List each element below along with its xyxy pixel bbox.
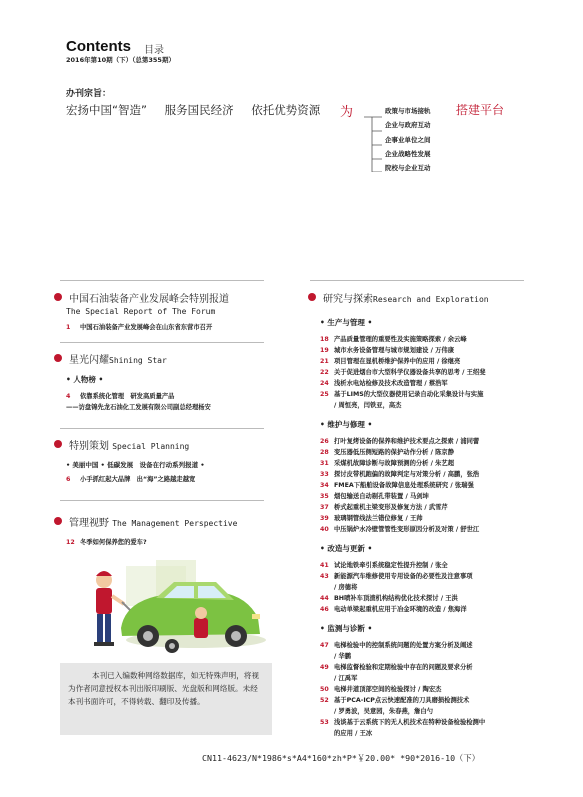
page-number: 39	[320, 515, 329, 522]
contents-title-cn: 目录	[144, 45, 164, 56]
toc-group	[308, 640, 538, 739]
page-number	[320, 582, 334, 593]
page-number: 22	[320, 369, 329, 376]
section-research	[308, 290, 538, 739]
bullet-dot-icon	[308, 293, 316, 301]
toc-entry[interactable]	[320, 571, 538, 582]
tenet-item: 院校与企业互动	[385, 164, 431, 173]
divider	[310, 280, 524, 281]
entry-title: 电梯监督检验和定期检验中存在的问题及要求分析	[334, 664, 473, 671]
page-number	[320, 651, 334, 662]
page-number	[320, 706, 334, 717]
entry-title: 浅谈基于云系统下的无人机技术在特种设备检验检测中	[334, 719, 486, 726]
page-number: 33	[320, 471, 329, 478]
toc-entry[interactable]	[66, 474, 269, 485]
toc-group	[308, 436, 538, 535]
catalog-code: CN11-4623/N*1986*s*A4*160*zh*P*￥20.00* *90*2016-10（下）	[202, 753, 480, 763]
toc-entry-cont	[320, 673, 538, 684]
section-title: 中国石油装备产业发展峰会特别报道	[69, 294, 229, 305]
tenet-item: 企事业单位之间	[385, 135, 431, 144]
toc-entry-cont	[320, 651, 538, 662]
toc-entry[interactable]	[320, 480, 538, 491]
section-title-en: The Management Perspective	[112, 519, 238, 528]
entry-title: 城市水务设备管理与城市规划建设 / 万伟康	[334, 347, 455, 354]
toc-entry[interactable]	[66, 537, 269, 548]
toc-entry[interactable]	[320, 560, 538, 571]
section-heading	[54, 437, 269, 452]
entry-title: 依靠系统化管理 研发高质量产品	[80, 393, 175, 400]
bullet-dot-icon	[54, 517, 62, 525]
page-number	[320, 673, 334, 684]
entry-title: 小手抓红起大品牌 出“海”之路越走越宽	[80, 476, 196, 483]
tenet-item: 政策与市场接轨	[385, 107, 431, 115]
toc-entry-cont	[320, 582, 538, 593]
section-heading	[308, 290, 538, 305]
toc-entry[interactable]	[320, 367, 538, 378]
page-number: 49	[320, 664, 329, 671]
page-number: 21	[320, 358, 329, 365]
toc-group	[308, 334, 538, 411]
toc-entry[interactable]	[320, 695, 538, 706]
page-number: 47	[320, 642, 329, 649]
section-special-planning	[54, 437, 269, 485]
toc-entry[interactable]	[66, 322, 269, 333]
page-number: 26	[320, 438, 329, 445]
section-title: 管理视野	[69, 518, 109, 529]
page-number: 53	[320, 719, 329, 726]
tenet-item: 企业与政府互动	[385, 121, 431, 130]
page-number: 41	[320, 562, 329, 569]
page-number: 46	[320, 606, 329, 613]
page-number	[320, 400, 334, 411]
toc-entry[interactable]	[320, 593, 538, 604]
entry-title: 玻璃钢管线法兰错位修复 / 王帅	[334, 515, 423, 522]
subsection-label: • 人物榜 •	[66, 375, 104, 384]
page-number: 37	[320, 504, 329, 511]
toc-entry-cont	[320, 400, 538, 411]
section-management	[54, 514, 269, 548]
toc-entry[interactable]	[320, 640, 538, 651]
section-title-en: The Special Report of The Forum	[66, 307, 216, 316]
slogan	[66, 102, 334, 118]
entry-title: / 罗勇波，吴意园，朱春燕，詹白勺	[334, 708, 433, 715]
slogan-part: 宏扬中国“智造”	[66, 103, 147, 117]
subsection-label: • 监测与诊断 •	[320, 624, 373, 633]
entry-title: 的应用 / 王冰	[334, 730, 373, 737]
entry-title: / 周恒亮，闫铁亚，高杰	[334, 402, 402, 409]
bracket-connector	[364, 112, 382, 172]
page-number: 1	[66, 324, 71, 331]
section-title: 星光闪耀	[69, 355, 109, 366]
entry-note-text: ——访盘锦先龙石油化工发展有限公司副总经理杨安	[66, 404, 211, 411]
entry-title: 打叶复烤设备的保养和维护技术要点之探索 / 浦同蕾	[334, 438, 480, 445]
entry-title: 关于促进烟台市大型科学仪器设备共享的思考 / 王绍斐	[334, 369, 486, 376]
toc-entry[interactable]	[320, 604, 538, 615]
page-number: 52	[320, 697, 329, 704]
subsection-label: • 生产与管理 •	[320, 318, 373, 327]
page-number: 34	[320, 482, 329, 489]
entry-title: 基于LIMS的大型仪器使用记录自动化采集设计与实施	[334, 391, 484, 398]
section-title-en: Shining Star	[109, 356, 167, 365]
page-number: 4	[66, 393, 71, 400]
toc-entry[interactable]	[320, 378, 538, 389]
toc-entry[interactable]	[320, 662, 538, 673]
bullet-dot-icon	[54, 293, 62, 301]
toc-entry[interactable]	[320, 684, 538, 695]
entry-title: / 华鹏	[334, 653, 352, 660]
page-number: 28	[320, 449, 329, 456]
entry-title: 采煤机故障诊断与故障预测的分析 / 朱艺超	[334, 460, 455, 467]
toc-entry[interactable]	[320, 717, 538, 728]
page-number: 31	[320, 460, 329, 467]
slogan-part: 依托优势资源	[251, 103, 321, 117]
page-number: 44	[320, 595, 329, 602]
tenet-items	[385, 104, 431, 175]
page-number: 43	[320, 573, 329, 580]
bullet-dot-icon	[54, 354, 62, 362]
section-shining-star	[54, 351, 269, 413]
slogan-wei: 为	[340, 105, 354, 120]
section-heading	[54, 514, 269, 529]
toc-entry[interactable]	[320, 345, 538, 356]
car-maintenance-illustration-icon	[76, 558, 272, 658]
entry-title: / 江禹军	[334, 675, 358, 682]
entry-title: 基于PCA-ICP点云快速配准的刀具磨损检测技术	[334, 697, 470, 704]
toc-entry[interactable]	[320, 389, 538, 400]
bullet-dot-icon	[54, 440, 62, 448]
contents-title: Contents	[66, 38, 131, 55]
toc-entry[interactable]	[320, 458, 538, 469]
page-number	[320, 728, 334, 739]
entry-title: 冬季如何保养您的爱车?	[80, 539, 147, 546]
slogan-part: 服务国民经济	[164, 103, 234, 117]
toc-entry[interactable]	[320, 524, 538, 535]
section-special-report	[54, 290, 269, 333]
entry-title: 电动单梁起重机应用于冶金环境的改造 / 焦海洋	[334, 606, 467, 613]
entry-title: / 房德将	[334, 584, 358, 591]
page-number: 25	[320, 391, 329, 398]
page-number: 19	[320, 347, 329, 354]
toc-entry[interactable]	[320, 491, 538, 502]
section-heading	[54, 290, 269, 305]
tenet-item: 企业战略性发展	[385, 149, 431, 158]
divider	[60, 500, 264, 501]
subsection-label: • 维护与修理 •	[320, 420, 373, 429]
toc-entry[interactable]	[66, 391, 269, 402]
divider	[60, 280, 264, 281]
toc-entry[interactable]	[320, 469, 538, 480]
toc-entry-cont	[320, 706, 538, 717]
entry-title: 变压器低压侧短路的保护动作分析 / 陈京静	[334, 449, 455, 456]
tenet-label: 办刊宗旨：	[66, 89, 112, 99]
page-number: 6	[66, 476, 71, 483]
entry-title: 电梯井道顶部空间的检验探讨 / 陶宏杰	[334, 686, 442, 693]
section-title-en: Research and Exploration	[373, 295, 489, 304]
entry-title: 浅析水电站检修及技术改造管理 / 蔡浩军	[334, 380, 448, 387]
section-title: 特别策划	[69, 441, 109, 452]
toc-entry[interactable]	[320, 334, 538, 345]
toc-entry[interactable]	[320, 513, 538, 524]
toc-group	[308, 560, 538, 615]
page-number: 12	[66, 539, 75, 546]
toc-entry-cont	[320, 728, 538, 739]
entry-title: 中国石油装备产业发展峰会在山东省东营市召开	[80, 324, 213, 331]
entry-title: 中压锅炉水冷壁管管性变形原因分析及对策 / 舒世江	[334, 526, 480, 533]
subsection-label: • 美丽中国 • 低碳发展 设备在行动系列报道 •	[66, 461, 205, 469]
divider	[60, 428, 264, 429]
issue-number: 2016年第10期（下）（总第355期）	[66, 56, 175, 64]
entry-title: 新能源汽车维修使用专用设备的必要性及注意事项	[334, 573, 473, 580]
entry-title: 项目管理在显机桥维护保养中的应用 / 徐继亮	[334, 358, 461, 365]
page-number: 24	[320, 380, 329, 387]
toc-entry[interactable]	[320, 356, 538, 367]
divider	[60, 342, 264, 343]
page-number: 35	[320, 493, 329, 500]
toc-entry[interactable]	[320, 447, 538, 458]
entry-note	[66, 402, 269, 413]
entry-title: 桥式起重机主梁变形及修复方法 / 武雪芹	[334, 504, 448, 511]
section-title: 研究与探索	[323, 294, 373, 305]
entry-title: 探讨皮带机跑偏的故障判定与对策分析 / 高鹏，张浩	[334, 471, 480, 478]
entry-title: 试论地铁牵引系统稳定性提升控制 / 张全	[334, 562, 448, 569]
page-number: 40	[320, 526, 329, 533]
entry-title: BH喷补车顶渣机构结构优化技术探讨 / 王洪	[334, 595, 458, 602]
entry-title: FMEA下船舶设备故障信息处理系统研究 / 张瑞强	[334, 482, 474, 489]
entry-title: 烟包输送自动剔孔带装置 / 马剑坤	[334, 493, 429, 500]
page-number: 50	[320, 686, 329, 693]
toc-entry[interactable]	[320, 436, 538, 447]
subsection-label: • 改造与更新 •	[320, 544, 373, 553]
toc-entry[interactable]	[320, 502, 538, 513]
copyright-notice: 本刊已入编数种网络数据库，如无特殊声明，将视为作者同意授权本刊出版印刷版、光盘版和网络版。未经本刊书面许可，不得转载、翻印及传播。	[60, 663, 272, 735]
section-title-en: Special Planning	[112, 442, 190, 451]
page-number: 18	[320, 336, 329, 343]
slogan-end: 搭建平台	[456, 103, 505, 117]
entry-title: 电梯检验中的控制系统问题的处置方案分析及阐述	[334, 642, 473, 649]
entry-title: 产品质量管理的重要性及实施策略探索 / 余云峰	[334, 336, 467, 343]
section-heading	[54, 351, 269, 366]
